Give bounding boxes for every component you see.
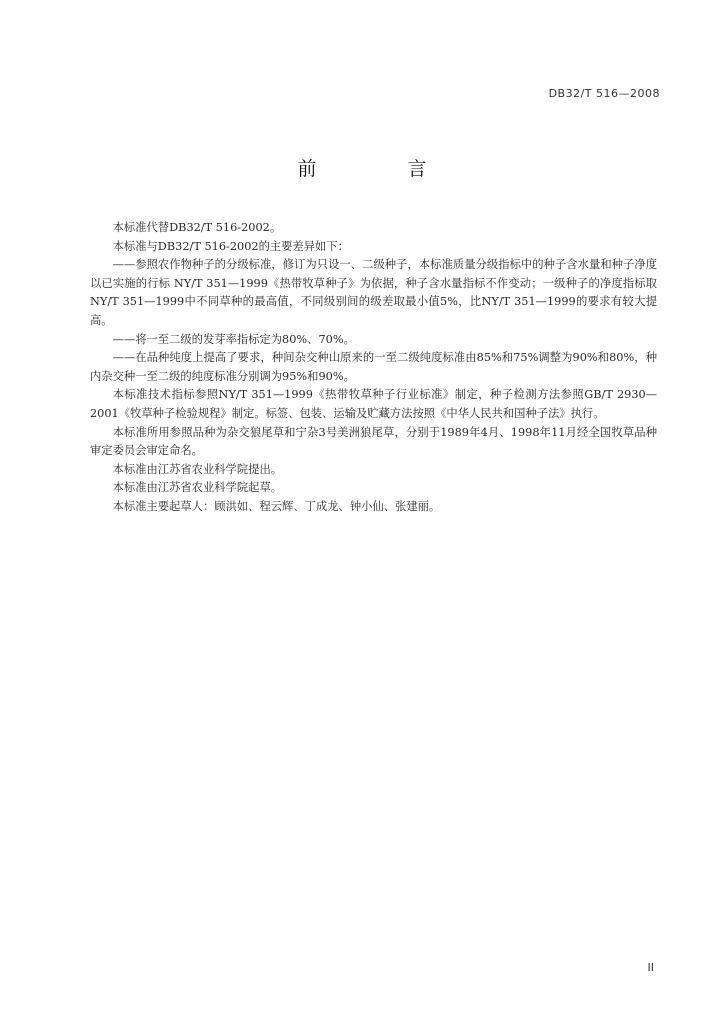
paragraph: 本标准所用参照品种为杂交狼尾草和宁杂3号美洲狼尾草，分别于1989年4月、1998年11月经全国牧草品种审定委员会审定命名。	[90, 425, 657, 458]
paragraph: ——将一至二级的发芽率指标定为80%、70%。	[112, 332, 355, 346]
paragraph: ——参照农作物种子的分级标准，修订为只设一、二级种子，本标准质量分级指标中的种子含水量和种子净度以已实施的行标 NY/T 351—1999《热带牧草种子》为依据，种子含水量指标不作变动；一级种子的净度指标取NY/T 351—1999中不同草种的最高值，不同级别间的级差取最小值5%，比NY/T 351—1999的要求有较大提高。	[90, 258, 657, 327]
page-title: 前 言	[297, 158, 463, 180]
page-number: II	[647, 961, 654, 974]
foreword-body	[90, 219, 657, 517]
paragraph: 本标准由江苏省农业科学院起草。	[112, 481, 283, 495]
standard-code: DB32/T 516—2008	[548, 87, 660, 100]
paragraph: 本标准由江苏省农业科学院提出。	[112, 462, 283, 476]
paragraph: 本标准与DB32/T 516-2002的主要差异如下：	[112, 239, 349, 253]
paragraph: 本标准技术指标参照NY/T 351—1999《热带牧草种子行业标准》制定，种子检测方法参照GB/T 2930—2001《牧草种子检验规程》制定。标签、包装、运输及贮藏方法按照《中华人民共和国种子法》执行。	[90, 388, 657, 420]
paragraph: 本标准代替DB32/T 516-2002。	[112, 221, 282, 234]
paragraph: ——在品种纯度上提高了要求，种间杂交种山原来的一至二级纯度标准由85%和75%调整为90%和80%，种内杂交种一至二级的纯度标准分别调为95%和90%。	[90, 351, 657, 383]
paragraph: 本标准主要起草人：顾洪如、程云辉、丁成龙、钟小仙、张建丽。	[112, 499, 441, 513]
